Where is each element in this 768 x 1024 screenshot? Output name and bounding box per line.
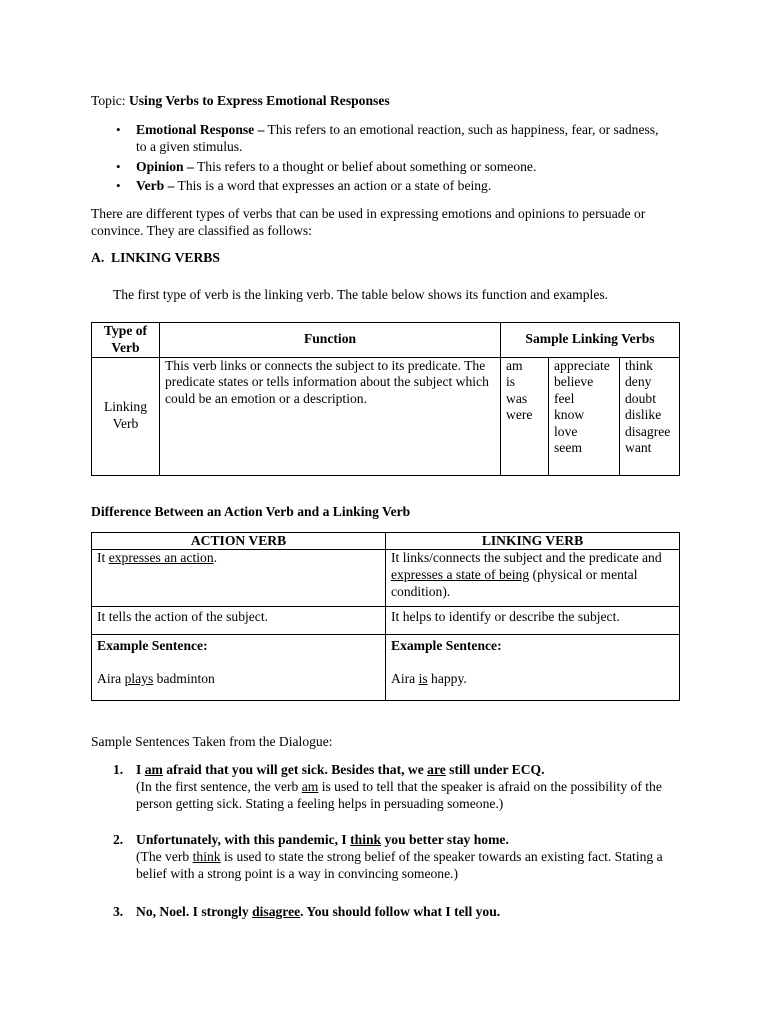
header-linking-verb: LINKING VERB: [386, 533, 680, 550]
table-row: [92, 635, 680, 701]
definition-term: Emotional Response –: [136, 122, 265, 137]
underlined-phrase: expresses an action: [108, 550, 214, 565]
intro-line: There are different types of verbs that can be used in expressing emotions and opinions to persuade or: [91, 206, 646, 221]
definition-emotional-response: [136, 122, 696, 156]
underlined-verb: plays: [124, 670, 154, 686]
verb-item: deny: [625, 374, 652, 390]
sentence-part: . You should follow what I tell you.: [300, 904, 501, 919]
cell-text: It: [97, 550, 109, 565]
list-number: 3.: [113, 904, 124, 919]
verb-item: think: [625, 357, 653, 373]
linking-verbs-table: [91, 322, 680, 476]
intro-line: convince. They are classified as follows:: [91, 222, 312, 238]
topic-prefix: Topic:: [91, 93, 129, 108]
example-label: Example Sentence:: [97, 638, 208, 653]
definition-verb: [136, 178, 696, 195]
topic-title: Using Verbs to Express Emotional Responses: [128, 93, 390, 108]
list-item: [136, 832, 696, 882]
verb-item: believe: [554, 374, 594, 390]
table-header-row: [92, 323, 680, 358]
explanation: [136, 849, 663, 864]
section-letter: A.: [91, 250, 105, 265]
definition-text-cont: to a given stimulus.: [136, 138, 243, 154]
definition-text: This refers to a thought or belief about something or someone.: [193, 159, 537, 174]
underlined-verb: are: [427, 762, 446, 777]
cell-action-example: [92, 635, 386, 701]
header-action-verb: ACTION VERB: [92, 533, 386, 550]
definition-term: Opinion –: [136, 159, 194, 174]
explanation-part: (The verb: [136, 848, 193, 864]
bullet-icon: •: [116, 178, 121, 193]
cell-verbs-col2: [549, 357, 620, 475]
section-title: LINKING VERBS: [111, 250, 220, 265]
verb-item: love: [554, 423, 578, 439]
cell-text: This verb links or connects the subject to its predicate. The: [165, 357, 486, 373]
section-heading: [91, 250, 220, 267]
sentence-part: Unfortunately, with this pandemic, I: [136, 832, 351, 847]
cell-linking-role: It helps to identify or describe the subject.: [386, 607, 680, 635]
intro-paragraph: [91, 206, 691, 240]
sentence-part: you better stay home.: [381, 832, 509, 847]
verb-item: is: [506, 374, 516, 390]
explanation: [136, 779, 662, 794]
table-row: [92, 550, 680, 607]
cell-text: Verb: [112, 416, 139, 432]
verb-item: feel: [554, 390, 575, 406]
header-sample-linking-verbs: Sample Linking Verbs: [501, 323, 680, 358]
samples-label: Sample Sentences Taken from the Dialogue:: [91, 734, 333, 749]
definition-term: Verb –: [136, 178, 175, 193]
verb-item: want: [625, 440, 652, 456]
cell-function: [160, 357, 501, 475]
sentence-part: afraid that you will get sick. Besides that, we: [162, 762, 428, 777]
cell-text: (physical or mental: [529, 566, 638, 582]
cell-verb-type: [92, 357, 160, 475]
table-row: [92, 357, 680, 475]
explanation-part: is used to state the strong belief of the speaker towards an existing fact. Stating a: [220, 848, 663, 864]
verb-item: disagree: [625, 423, 671, 439]
cell-text: It links/connects the subject and the predicate and: [391, 550, 662, 565]
cell-text: Linking: [103, 399, 148, 415]
verb-item: know: [554, 407, 585, 423]
verb-item: am: [506, 357, 523, 373]
header-function: Function: [160, 323, 501, 358]
sentence-part: still under ECQ.: [445, 762, 545, 777]
list-item: [136, 762, 696, 812]
verb-item: were: [506, 407, 533, 423]
action-vs-linking-table: [91, 532, 680, 701]
sentence-part: I: [136, 762, 145, 777]
bullet-icon: •: [116, 159, 121, 174]
verb-item: was: [506, 390, 528, 406]
sample-sentence: [136, 832, 509, 847]
cell-text: happy.: [427, 670, 467, 686]
table-header-row: [92, 533, 680, 550]
underlined-verb: think: [192, 848, 221, 864]
header-text: Verb: [111, 339, 140, 355]
cell-linking-definition: [386, 550, 680, 607]
cell-text: Aira: [391, 670, 419, 686]
example-label: Example Sentence:: [391, 638, 502, 653]
verb-item: dislike: [625, 407, 662, 423]
verb-item: appreciate: [554, 357, 610, 373]
underlined-verb: think: [350, 832, 382, 847]
underlined-verb: disagree: [252, 904, 301, 919]
definition-text: This refers to an emotional reaction, such as happiness, fear, or sadness,: [264, 122, 659, 137]
cell-text: badminton: [153, 670, 215, 686]
cell-text: condition).: [391, 583, 451, 599]
cell-text: .: [213, 550, 218, 565]
cell-text: predicate states or tells information about the subject which: [165, 374, 489, 390]
cell-text: could be an emotion or a description.: [165, 391, 367, 407]
topic-line: [91, 93, 390, 110]
sample-sentence: [136, 762, 544, 777]
difference-heading: Difference Between an Action Verb and a Linking Verb: [91, 504, 411, 519]
definition-opinion: [136, 159, 696, 176]
list-number: 2.: [113, 832, 124, 847]
table-row: [92, 607, 680, 635]
explanation-part: belief with a strong point is a way in convincing someone.): [136, 865, 459, 881]
first-type-text: The first type of verb is the linking verb. The table below shows its function and examples.: [113, 287, 609, 302]
underlined-verb: is: [418, 670, 428, 686]
explanation-part: person getting sick. Stating a feeling helps in persuading someone.): [136, 795, 504, 811]
underlined-phrase: expresses a state of being: [391, 566, 530, 582]
definition-text: This is a word that expresses an action or a state of being.: [174, 178, 492, 193]
underlined-verb: am: [144, 762, 163, 777]
cell-linking-example: [386, 635, 680, 701]
cell-action-definition: [92, 550, 386, 607]
verb-item: seem: [554, 440, 582, 456]
underlined-verb: am: [301, 778, 319, 794]
explanation-part: (In the first sentence, the verb: [136, 778, 302, 794]
list-number: 1.: [113, 762, 124, 777]
cell-text: Aira: [97, 670, 125, 686]
cell-verbs-col1: [501, 357, 549, 475]
explanation-part: is used to tell that the speaker is afraid on the possibility of the: [318, 778, 662, 794]
verb-item: doubt: [625, 390, 656, 406]
list-item: [136, 904, 696, 921]
bullet-icon: •: [116, 122, 121, 137]
header-type-of-verb: [92, 323, 160, 358]
header-text: Type of: [103, 323, 148, 338]
sentence-part: No, Noel. I strongly: [136, 904, 253, 919]
sample-sentence: [136, 904, 500, 919]
cell-verbs-col3: [620, 357, 680, 475]
cell-action-role: It tells the action of the subject.: [92, 607, 386, 635]
